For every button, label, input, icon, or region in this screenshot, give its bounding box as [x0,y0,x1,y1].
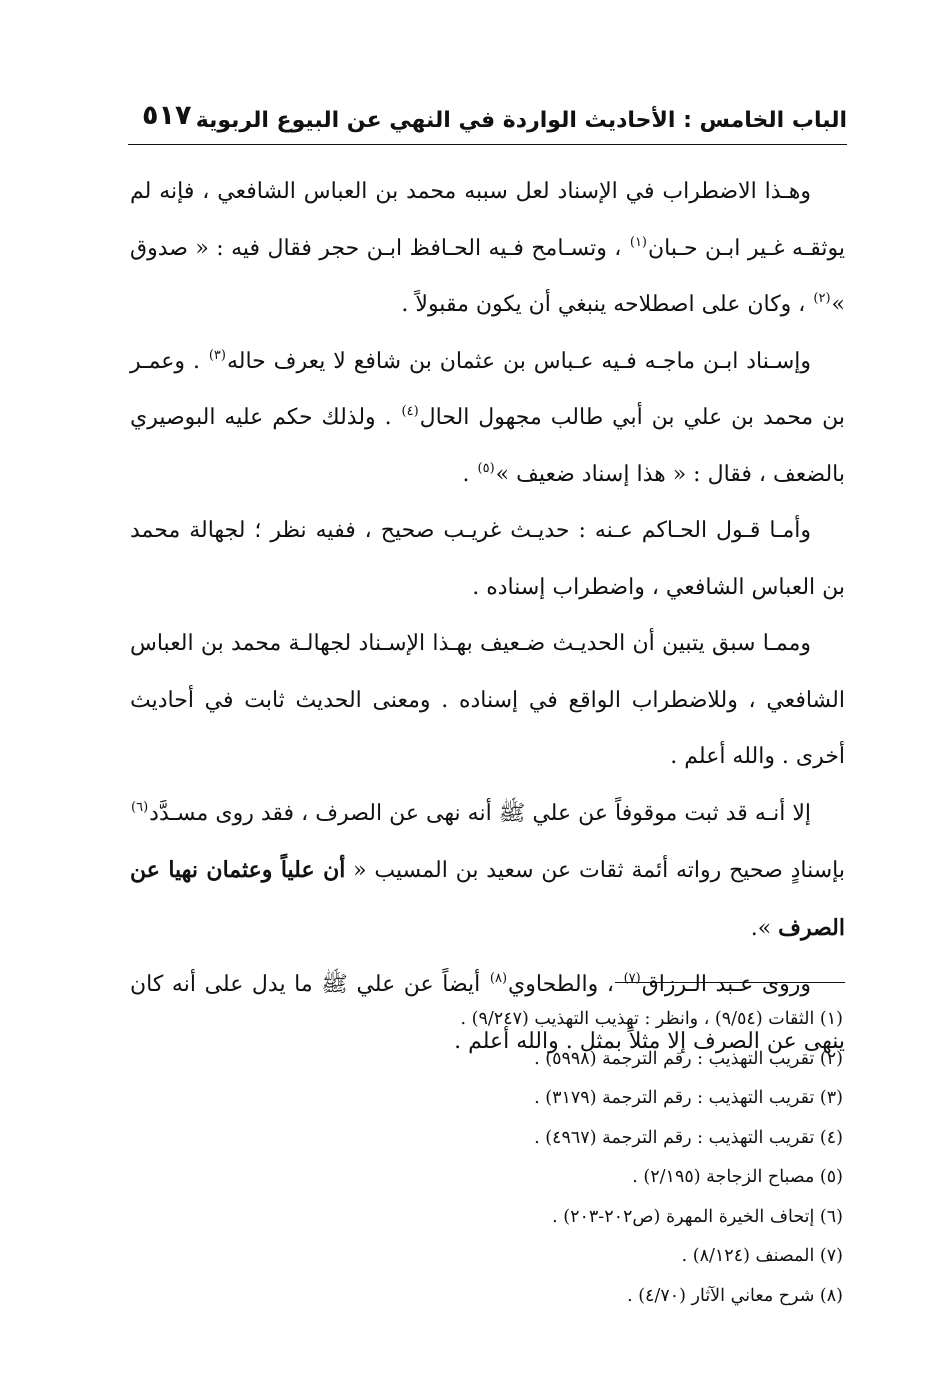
footnote-reference: (٧) [623,971,641,986]
page-header [128,96,847,145]
main-text [130,164,845,1070]
text-run: وروى عـبد الـرزاق [641,972,811,997]
text-run: وأمـا قـول الحـاكم عـنه : حديـث غريـب صحيح ، ففيه نظر ؛ لجهالة محمد بن العباس الشافعي ، واضطراب إسناده . [130,518,845,600]
footnote-item: (٧) المصنف (٨/١٢٤) . [681,1246,843,1266]
text-run: أيضاً عن علي ﷺ ما يدل على أنه كان ينهى عن الصرف إلا مثلاً بمثل . والله أعلم . [130,972,845,1054]
text-run: وهـذا الاضطراب في الإسناد لعل سببه محمد بن العباس الشافعي ، فإنه لم يوثقـه غـير ابـن حـبان [130,179,845,261]
footnote-item: (٨) شرح معاني الآثار (٤/٧٠) . [627,1285,843,1306]
footnote-item: (٢) تقريب التهذيب : رقم الترجمة (٥٩٩٨) . [534,1048,843,1069]
text-run: وإسـناد ابـن ماجـه فـيه عـباس بن عثمان بن شافع لا يعرف حاله [226,348,811,374]
footnote-item: (٤) تقريب التهذيب : رقم الترجمة (٤٩٦٧) . [534,1127,843,1148]
text-run: ». [750,915,779,941]
footnote-reference: (٦) [131,799,149,815]
emphasized-quote: أن علياً وعثمان نهيا عن الصرف [130,857,845,941]
footnote-item: (٥) مصباح الزجاجة (٢/١٩٥) . [632,1167,843,1187]
paragraph [130,786,845,958]
paragraph [130,503,845,616]
text-run: ، والطحاوي [508,972,623,997]
footnote-item: (٦) إتحاف الخيرة المهرة (ص٢٠٢-٢٠٣) . [552,1206,843,1227]
text-run: ، وتسـامح فـيه الحـافظ ابـن حجر فقال فيه : « صدوق » [130,235,845,317]
text-run: . وعمـر بن محمد بن علي بن أبي طالب مجهول الحال [130,348,846,430]
footnote-reference: (٥) [477,460,495,476]
text-run: وممـا سبق يتبين أن الحديـث ضـعيف بهـذا الإسـناد لجهالـة محمد بن العباس الشافعي ، وللاضطراب الواقع في إسناده . ومعنى الحديث ثابت في أحاديث أخرى . والله أعلم . [130,631,845,769]
footnote-separator [615,982,845,983]
text-run: ، وكان على اصطلاحه ينبغي أن يكون مقبولاً . [401,292,813,317]
paragraph [130,616,845,786]
running-title: الباب الخامس : الأحاديث الواردة في النهي عن البيوع الربوية [195,108,847,133]
footnote-reference: (٤) [401,404,419,419]
paragraph [130,164,845,334]
footnote-reference: (٨) [489,971,508,986]
footnote-reference: (٢) [813,291,831,306]
footnote-item: (١) الثقات (٩/٥٤) ، وانظر : تهذيب التهذيب (٩/٢٤٧) . [460,1009,843,1029]
text-run: بإسنادٍ صحيح رواته أئمة ثقات عن سعيد بن المسيب « [345,858,845,883]
footnote-item: (٣) تقريب التهذيب : رقم الترجمة (٣١٧٩) . [534,1088,843,1108]
footnote-reference: (١) [629,234,647,250]
footnote-reference: (٣) [208,347,226,363]
text-run: إلا أنـه قد ثبت موقوفاً عن علي ﷺ أنه نهى عن الصرف ، فقد روى مسـدَّد [149,800,811,826]
footnotes [130,1000,843,1316]
text-run: . [462,461,477,487]
paragraph [130,334,845,504]
page-number: ٥١٧ [142,100,192,131]
text-run: . ولذلك حكم عليه البوصيري بالضعف ، فقال : « هذا إسناد ضعيف » [130,405,845,487]
